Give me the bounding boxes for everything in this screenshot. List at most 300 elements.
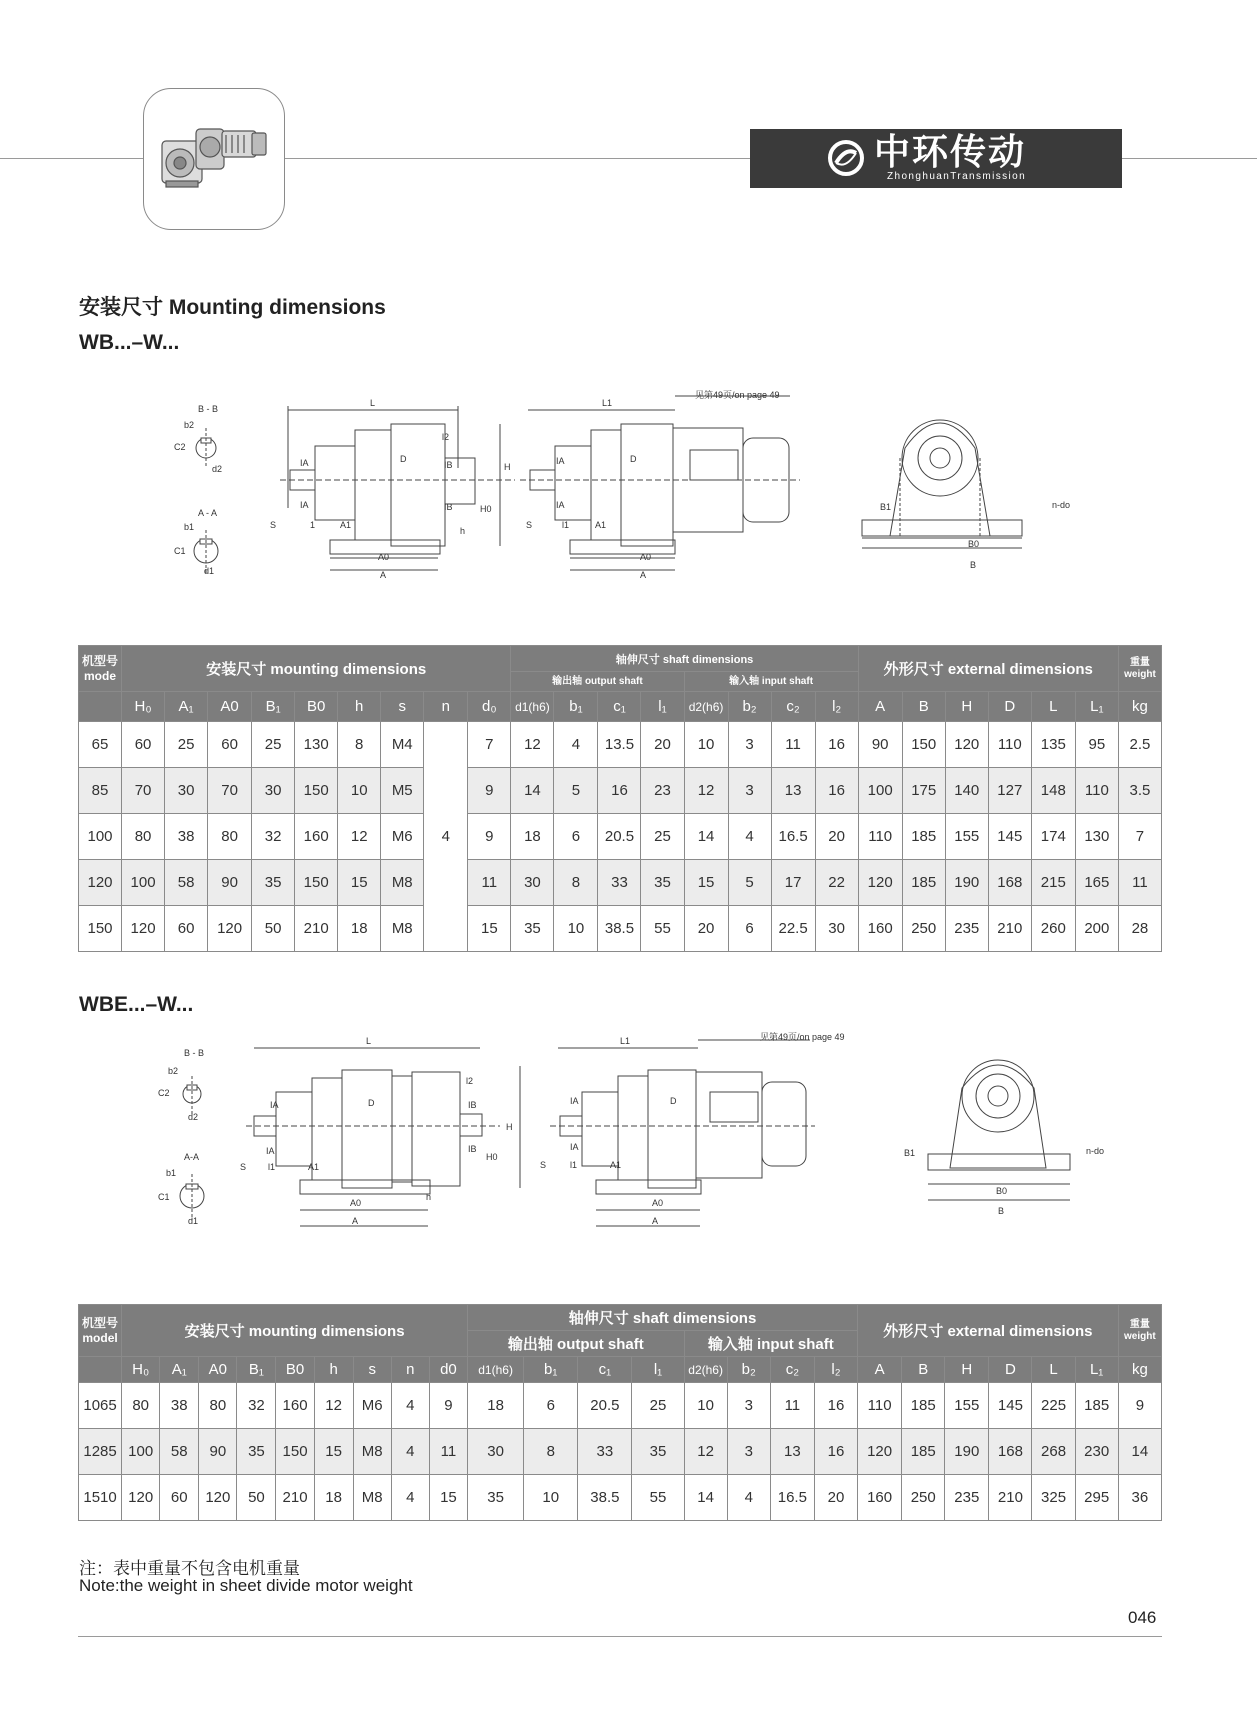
- output-header: 输出轴 output shaft: [511, 672, 684, 692]
- table-cell: M6: [353, 1383, 391, 1429]
- table-cell: 33: [578, 1429, 632, 1475]
- footer-rule: [78, 1636, 1162, 1637]
- series2-drawings: [150, 1030, 1110, 1240]
- label-L: L: [370, 398, 376, 408]
- table-cell: 38: [165, 814, 208, 860]
- table-cell-model: 1510: [79, 1475, 122, 1521]
- column-header: D: [989, 1357, 1032, 1383]
- label2-aa: A-A: [184, 1152, 200, 1162]
- table-cell: 35: [468, 1475, 524, 1521]
- table-cell: 235: [945, 906, 988, 952]
- table-cell: 9: [468, 814, 511, 860]
- table-cell: 30: [165, 768, 208, 814]
- label2-c1: C1: [158, 1192, 170, 1202]
- table-cell: 15: [468, 906, 511, 952]
- column-header: A₁: [160, 1357, 199, 1383]
- table-cell: 185: [902, 1383, 945, 1429]
- table-cell: 100: [122, 1429, 160, 1475]
- label2-A0-2: A0: [652, 1198, 664, 1208]
- table-cell: 38.5: [578, 1475, 632, 1521]
- label-d2: d2: [212, 464, 223, 474]
- table-cell: 210: [988, 906, 1031, 952]
- table-cell: 150: [902, 722, 945, 768]
- table-cell: 190: [945, 1429, 989, 1475]
- column-header: b₁: [524, 1357, 578, 1383]
- label2-l2: l2: [466, 1076, 474, 1086]
- table-cell: 148: [1031, 768, 1075, 814]
- column-header: c₂: [770, 1357, 814, 1383]
- table-cell: 110: [858, 814, 902, 860]
- table-cell: 15: [314, 1429, 353, 1475]
- column-header: B: [902, 1357, 945, 1383]
- table-cell: 14: [684, 1475, 727, 1521]
- label2-l1-2: l1: [570, 1160, 578, 1170]
- table-cell: 3: [727, 1383, 770, 1429]
- table-cell: 16.5: [771, 814, 815, 860]
- column-header: h: [338, 692, 381, 722]
- table-cell: 174: [1031, 814, 1075, 860]
- label-c1: C1: [174, 546, 186, 556]
- series1-table: [78, 645, 1162, 952]
- label-D-2: D: [630, 454, 637, 464]
- label-IA: IA: [300, 458, 309, 468]
- table-cell: 210: [295, 906, 338, 952]
- table-cell: 325: [1032, 1475, 1075, 1521]
- label2-b1: b1: [166, 1168, 177, 1178]
- model-header-spacer: [79, 1357, 122, 1383]
- table-cell: M8: [353, 1475, 391, 1521]
- table-cell: 150: [295, 860, 338, 906]
- table-cell: 28: [1118, 906, 1161, 952]
- table-cell: 80: [199, 1383, 237, 1429]
- label2-H0: H0: [486, 1152, 498, 1162]
- table-cell: 18: [468, 1383, 524, 1429]
- table-cell: 80: [122, 814, 165, 860]
- label-IB: IB: [444, 460, 453, 470]
- column-header: l₁: [632, 1357, 684, 1383]
- table-cell: 10: [524, 1475, 578, 1521]
- table-cell: 35: [641, 860, 684, 906]
- table-cell: 165: [1075, 860, 1118, 906]
- table-cell: 25: [165, 722, 208, 768]
- table-cell: 20.5: [598, 814, 641, 860]
- label2-IA-3: IA: [570, 1096, 579, 1106]
- column-header: b₂: [728, 692, 771, 722]
- table-cell: 235: [945, 1475, 989, 1521]
- table-cell: 215: [1031, 860, 1075, 906]
- table-cell: 18: [511, 814, 554, 860]
- column-header: d2(h6): [684, 1357, 727, 1383]
- column-header: d0: [429, 1357, 467, 1383]
- label2-IB: IB: [468, 1100, 477, 1110]
- table-cell: 5: [554, 768, 598, 814]
- table-cell: 15: [429, 1475, 467, 1521]
- table-row: [79, 860, 1162, 906]
- label2-ndo: n-do: [1086, 1146, 1105, 1156]
- label2-d2: d2: [188, 1112, 199, 1122]
- table-cell: 13.5: [598, 722, 641, 768]
- table-cell: 160: [295, 814, 338, 860]
- table-cell: 145: [988, 814, 1031, 860]
- column-header: l₁: [641, 692, 684, 722]
- column-header: H: [945, 1357, 989, 1383]
- table-cell: 90: [858, 722, 902, 768]
- label-H0: H0: [480, 504, 492, 514]
- table-cell: 35: [252, 860, 295, 906]
- table-cell: 23: [641, 768, 684, 814]
- table-cell: 3: [728, 722, 771, 768]
- shaft-header-2: 轴伸尺寸 shaft dimensions: [468, 1305, 858, 1331]
- shaft-header: 轴伸尺寸 shaft dimensions: [511, 646, 858, 672]
- column-header: l₂: [814, 1357, 857, 1383]
- table-cell: 35: [237, 1429, 276, 1475]
- table-cell: 200: [1075, 906, 1118, 952]
- table-cell: 14: [1118, 1429, 1161, 1475]
- label-B: B: [970, 560, 977, 570]
- external-header: 外形尺寸 external dimensions: [858, 646, 1118, 692]
- table-cell: 120: [945, 722, 988, 768]
- table-cell: 18: [314, 1475, 353, 1521]
- column-header: D: [988, 692, 1031, 722]
- table-cell: 95: [1075, 722, 1118, 768]
- gear-motor-image: [144, 89, 284, 229]
- page-number: 046: [1128, 1608, 1157, 1627]
- label-aa: A - A: [198, 508, 218, 518]
- label2-l1: l1: [268, 1162, 276, 1172]
- column-header: c₁: [578, 1357, 632, 1383]
- table-cell: 12: [511, 722, 554, 768]
- label-1: 1: [310, 520, 316, 530]
- column-header: L₁: [1075, 1357, 1118, 1383]
- table-row: [79, 906, 1162, 952]
- label-IA-2: IA: [300, 500, 309, 510]
- column-header: kg: [1118, 1357, 1161, 1383]
- column-header: A: [858, 1357, 902, 1383]
- column-header: A: [858, 692, 902, 722]
- table-cell: 25: [641, 814, 684, 860]
- label-S-2: S: [526, 520, 533, 530]
- label-B0: B0: [968, 539, 980, 549]
- label2-L1: L1: [620, 1036, 631, 1046]
- table-cell: 55: [632, 1475, 684, 1521]
- table-cell: 120: [122, 906, 165, 952]
- column-header: H₀: [122, 692, 165, 722]
- table-cell: 16: [814, 1383, 857, 1429]
- label-D: D: [400, 454, 407, 464]
- table-cell-model: 85: [79, 768, 122, 814]
- label-B1: B1: [880, 502, 892, 512]
- table-cell: 12: [684, 768, 728, 814]
- label-H: H: [504, 462, 511, 472]
- table-cell: 250: [902, 1475, 945, 1521]
- table-cell: 135: [1031, 722, 1075, 768]
- table-cell: 8: [554, 860, 598, 906]
- series1-drawings: [170, 388, 1100, 588]
- column-header: n: [391, 1357, 429, 1383]
- column-header: kg: [1118, 692, 1161, 722]
- table-cell: 145: [989, 1383, 1032, 1429]
- table-cell: 160: [858, 906, 902, 952]
- column-header: b₁: [554, 692, 598, 722]
- table-cell: 9: [1118, 1383, 1161, 1429]
- label2-IB-2: IB: [468, 1144, 477, 1154]
- column-header: d1(h6): [511, 692, 554, 722]
- table-cell: 8: [338, 722, 381, 768]
- table-cell: 60: [208, 722, 252, 768]
- table-cell: 17: [771, 860, 815, 906]
- table-cell-model: 65: [79, 722, 122, 768]
- table-cell: 6: [554, 814, 598, 860]
- table-cell: 127: [988, 768, 1031, 814]
- column-header: d1(h6): [468, 1357, 524, 1383]
- table-cell: 14: [511, 768, 554, 814]
- label-d1: d1: [204, 566, 215, 576]
- table-cell: 20: [815, 814, 858, 860]
- table-row: [79, 1429, 1162, 1475]
- table-cell: 16.5: [770, 1475, 814, 1521]
- table-cell: 13: [771, 768, 815, 814]
- table-cell: 11: [771, 722, 815, 768]
- label-A0: A0: [378, 552, 390, 562]
- column-header: L: [1032, 1357, 1075, 1383]
- table-cell: 268: [1032, 1429, 1075, 1475]
- table-cell: 160: [276, 1383, 314, 1429]
- brand-name-cn: 中环传动: [874, 132, 1027, 173]
- table-row: [79, 722, 1162, 768]
- label2-A1-2: A1: [610, 1160, 622, 1170]
- table-cell: 16: [815, 768, 858, 814]
- section-title: 安装尺寸 Mounting dimensions: [79, 296, 386, 319]
- table-cell: 25: [632, 1383, 684, 1429]
- table-cell: 38.5: [598, 906, 641, 952]
- table-cell: 12: [338, 814, 381, 860]
- table-cell: 120: [858, 860, 902, 906]
- table-cell: 80: [122, 1383, 160, 1429]
- table-cell: 185: [902, 860, 945, 906]
- label2-S: S: [240, 1162, 247, 1172]
- table-cell: 185: [902, 1429, 945, 1475]
- table-cell: 10: [684, 1383, 727, 1429]
- label2-IA-2: IA: [266, 1146, 275, 1156]
- label2-IA-4: IA: [570, 1142, 579, 1152]
- table-cell: 12: [684, 1429, 727, 1475]
- label-A0-2: A0: [640, 552, 652, 562]
- table-cell-model: 1285: [79, 1429, 122, 1475]
- label-A1-2: A1: [595, 520, 607, 530]
- table-cell: 7: [468, 722, 511, 768]
- column-header: d₀: [468, 692, 511, 722]
- table-row: [79, 768, 1162, 814]
- table-cell: 3: [728, 768, 771, 814]
- column-header: L₁: [1075, 692, 1118, 722]
- column-header: h: [314, 1357, 353, 1383]
- table-cell: 110: [858, 1383, 902, 1429]
- table-cell: 20: [814, 1475, 857, 1521]
- label2-A1: A1: [308, 1162, 320, 1172]
- table-cell: M6: [381, 814, 424, 860]
- table-cell: 58: [165, 860, 208, 906]
- column-header: L: [1031, 692, 1075, 722]
- table-cell: 20.5: [578, 1383, 632, 1429]
- label2-D-2: D: [670, 1096, 677, 1106]
- table-cell: 10: [338, 768, 381, 814]
- table-cell: 13: [770, 1429, 814, 1475]
- table-cell: 100: [858, 768, 902, 814]
- table-cell: 55: [641, 906, 684, 952]
- table-cell: 210: [276, 1475, 314, 1521]
- table-cell: 33: [598, 860, 641, 906]
- table-cell: 11: [770, 1383, 814, 1429]
- weight-header: 重量 weight: [1118, 646, 1161, 692]
- table-cell: 8: [524, 1429, 578, 1475]
- label2-d1: d1: [188, 1216, 199, 1226]
- input-header-2: 输入轴 input shaft: [684, 1331, 857, 1357]
- column-header: A0: [208, 692, 252, 722]
- table-cell: 9: [468, 768, 511, 814]
- table-cell: 190: [945, 860, 988, 906]
- table-cell: 32: [252, 814, 295, 860]
- table-cell: 30: [511, 860, 554, 906]
- table-cell: 60: [160, 1475, 199, 1521]
- label-S: S: [270, 520, 277, 530]
- table-cell: 185: [902, 814, 945, 860]
- label-L1: L1: [602, 398, 613, 408]
- table-cell: 4: [727, 1475, 770, 1521]
- table-cell: 6: [524, 1383, 578, 1429]
- table-cell: 60: [165, 906, 208, 952]
- table-cell: 14: [684, 814, 728, 860]
- table-cell: 168: [989, 1429, 1032, 1475]
- column-header: B: [902, 692, 945, 722]
- table-cell: M8: [381, 860, 424, 906]
- table-cell-model: 150: [79, 906, 122, 952]
- table-cell: 210: [989, 1475, 1032, 1521]
- mounting-header-2: 安装尺寸 mounting dimensions: [122, 1305, 468, 1357]
- table-cell: 5: [728, 860, 771, 906]
- table-cell: 160: [858, 1475, 902, 1521]
- note-cn: 注：表中重量不包含电机重量: [79, 1559, 300, 1578]
- table-cell: 32: [237, 1383, 276, 1429]
- table-cell: 9: [429, 1383, 467, 1429]
- table-row: [79, 1383, 1162, 1429]
- table-cell: 22.5: [771, 906, 815, 952]
- table-cell: 16: [598, 768, 641, 814]
- label-l1: l1: [562, 520, 570, 530]
- table-cell: 35: [632, 1429, 684, 1475]
- table-cell: 70: [122, 768, 165, 814]
- table-cell: 11: [429, 1429, 467, 1475]
- table-cell: 20: [641, 722, 684, 768]
- table-row: [79, 1475, 1162, 1521]
- label-ndo: n-do: [1052, 500, 1071, 510]
- label2-IA: IA: [270, 1100, 279, 1110]
- table-cell: 120: [122, 1475, 160, 1521]
- table-cell: 140: [945, 768, 988, 814]
- table-cell: M4: [381, 722, 424, 768]
- label-c2: C2: [174, 442, 186, 452]
- weight-header-2: 重量 weight: [1118, 1305, 1161, 1357]
- label-b2: b2: [184, 420, 195, 430]
- column-header: B₁: [252, 692, 295, 722]
- model-header: 机型号 mode: [79, 646, 122, 692]
- table-cell-n: 4: [424, 722, 468, 952]
- column-header: H: [945, 692, 988, 722]
- table-cell: 4: [391, 1383, 429, 1429]
- table-cell: 6: [728, 906, 771, 952]
- table-cell: 50: [237, 1475, 276, 1521]
- label-A1: A1: [340, 520, 352, 530]
- table-cell: 168: [988, 860, 1031, 906]
- column-header: b₂: [727, 1357, 770, 1383]
- brand-name-en: ZhonghuanTransmission: [887, 171, 1027, 182]
- label-h: h: [460, 526, 466, 536]
- table-cell: 120: [199, 1475, 237, 1521]
- series2-title: WBE...–W...: [79, 993, 194, 1016]
- label2-S-2: S: [540, 1160, 547, 1170]
- external-header-2: 外形尺寸 external dimensions: [858, 1305, 1119, 1357]
- brand-mark-icon: [827, 139, 865, 177]
- label2-A: A: [352, 1216, 359, 1226]
- label-IA-3: IA: [556, 456, 565, 466]
- table-cell: 155: [945, 814, 988, 860]
- table-cell: M5: [381, 768, 424, 814]
- table-cell: 150: [276, 1429, 314, 1475]
- table-cell: 50: [252, 906, 295, 952]
- table-cell: 80: [208, 814, 252, 860]
- table-cell: 3: [727, 1429, 770, 1475]
- table-cell: 70: [208, 768, 252, 814]
- table-cell: 90: [208, 860, 252, 906]
- table-cell: 250: [902, 906, 945, 952]
- column-header: d2(h6): [684, 692, 728, 722]
- table-cell: 295: [1075, 1475, 1118, 1521]
- table-cell: 16: [815, 722, 858, 768]
- table-cell: 120: [858, 1429, 902, 1475]
- table-cell-model: 1065: [79, 1383, 122, 1429]
- label2-h: h: [426, 1192, 432, 1202]
- column-header: n: [424, 692, 468, 722]
- column-header: l₂: [815, 692, 858, 722]
- table-cell: 35: [511, 906, 554, 952]
- table-cell: 130: [295, 722, 338, 768]
- series1-title: WB...–W...: [79, 331, 180, 354]
- table-cell: 130: [1075, 814, 1118, 860]
- table-cell: 2.5: [1118, 722, 1161, 768]
- column-header: A0: [199, 1357, 237, 1383]
- table-cell: 3.5: [1118, 768, 1161, 814]
- column-header: B0: [295, 692, 338, 722]
- table-cell: 150: [295, 768, 338, 814]
- table-cell: 110: [988, 722, 1031, 768]
- table-cell: 225: [1032, 1383, 1075, 1429]
- table-cell: 15: [338, 860, 381, 906]
- label-b1: b1: [184, 522, 195, 532]
- table-cell: 4: [391, 1429, 429, 1475]
- table-cell: 10: [554, 906, 598, 952]
- table-cell: 4: [554, 722, 598, 768]
- table-cell: 25: [252, 722, 295, 768]
- model-header-2: 机型号 model: [79, 1305, 122, 1357]
- product-thumbnail: [143, 88, 285, 230]
- label2-D: D: [368, 1098, 375, 1108]
- column-header: H₀: [122, 1357, 160, 1383]
- table-row: [79, 814, 1162, 860]
- column-header: A₁: [165, 692, 208, 722]
- label-IB-2: IB: [444, 502, 453, 512]
- input-header: 输入轴 input shaft: [684, 672, 858, 692]
- label2-H: H: [506, 1122, 513, 1132]
- table-cell: 230: [1075, 1429, 1118, 1475]
